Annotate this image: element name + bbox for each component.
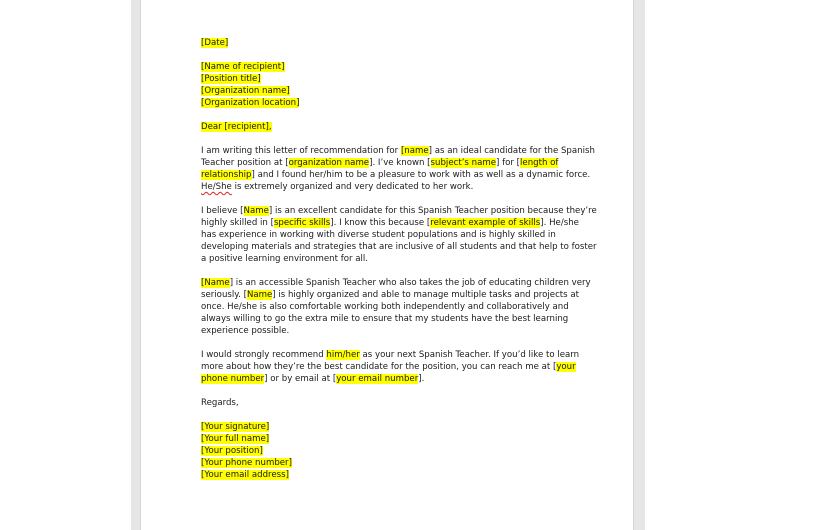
text-line: experience possible. [201, 326, 290, 336]
text-run: ] for [ [496, 158, 521, 168]
position-title: [Position title] [201, 74, 261, 84]
date-line [201, 37, 581, 49]
highlight-run: relevant example of skills [430, 218, 541, 228]
closing-line [201, 397, 581, 409]
text-run: is extremely organized and very dedicated to her work. [231, 182, 474, 192]
text-line: always willing to go the extra mile to ensure that my students have the best learning [201, 314, 569, 324]
highlight-run: phone number [201, 374, 265, 384]
text-run: ]. He/she [540, 218, 579, 228]
highlight-run: organization name [288, 158, 370, 168]
email-placeholder: [Your email address] [201, 470, 289, 480]
highlight-run: him/her [326, 350, 360, 360]
text-line: a positive learning environment for all. [201, 254, 369, 264]
date-placeholder: [Date] [201, 38, 229, 48]
text-run: I would strongly recommend [201, 350, 327, 360]
text-run: as your next Spanish Teacher. If you’d like to learn [359, 350, 580, 360]
text-line: once. He/she is also comfortable working both independently and collaboratively and [201, 302, 569, 312]
phone-placeholder: [Your phone number] [201, 458, 292, 468]
text-run: ] and I found her/him to be a pleasure to work with as well as a dynamic force. [251, 170, 591, 180]
text-run: I believe [ [201, 206, 244, 216]
spellcheck-flagged-word[interactable]: He/She [201, 182, 232, 192]
highlight-run: subject’s name [430, 158, 497, 168]
highlight-run: your [556, 362, 576, 372]
organization-location: [Organization location] [201, 98, 300, 108]
highlight-run: specific skills [273, 218, 331, 228]
text-run: I am writing this letter of recommendation for [201, 146, 401, 156]
organization-name: [Organization name] [201, 86, 290, 96]
paragraph-intro [201, 145, 595, 193]
highlight-run: Name [243, 206, 269, 216]
salutation-line [201, 121, 581, 133]
salutation: Dear [recipient], [201, 122, 272, 132]
text-run: seriously. [ [201, 290, 247, 300]
text-run: more about how they’re the best candidate for the position, you can reach me at [ [201, 362, 557, 372]
text-run: Teacher position at [ [201, 158, 289, 168]
highlight-run: your email number [336, 374, 419, 384]
text-run: ]. [418, 374, 425, 384]
highlight-run: [name [400, 146, 429, 156]
position-placeholder: [Your position] [201, 446, 263, 456]
text-run: highly skilled in [ [201, 218, 274, 228]
text-line: developing materials and strategies that are inclusive of all students and that help to foster [201, 242, 597, 252]
text-run: ] is an accessible Spanish Teacher who also takes the job of educating children very [229, 278, 591, 288]
full-name-placeholder: [Your full name] [201, 434, 270, 444]
highlight-run: [Name [201, 278, 230, 288]
highlight-run: length of [520, 158, 559, 168]
text-run: ] is an excellent candidate for this Spanish Teacher position because they’re [268, 206, 597, 216]
highlight-run: Name [246, 290, 273, 300]
text-run: ]. I know this because [ [330, 218, 431, 228]
letter-body[interactable] [201, 37, 597, 481]
closing: Regards, [201, 398, 239, 408]
highlight-run: relationship [201, 170, 252, 180]
signature-placeholder: [Your signature] [201, 422, 270, 432]
text-line: has experience in working with diverse student populations and is highly skilled in [201, 230, 556, 240]
signature-block [201, 421, 581, 481]
text-run: ] or by email at [ [264, 374, 337, 384]
text-run: ]. I’ve known [ [369, 158, 431, 168]
paragraph-character [201, 277, 591, 337]
paragraph-recommendation [201, 349, 581, 385]
paragraph-skills [201, 205, 597, 265]
text-run: ] is highly organized and able to manage multiple tasks and projects at [272, 290, 580, 300]
recipient-name: [Name of recipient] [201, 62, 285, 72]
text-run: ] as an ideal candidate for the Spanish [428, 146, 595, 156]
recipient-block [201, 61, 581, 109]
document-page[interactable] [140, 0, 634, 530]
